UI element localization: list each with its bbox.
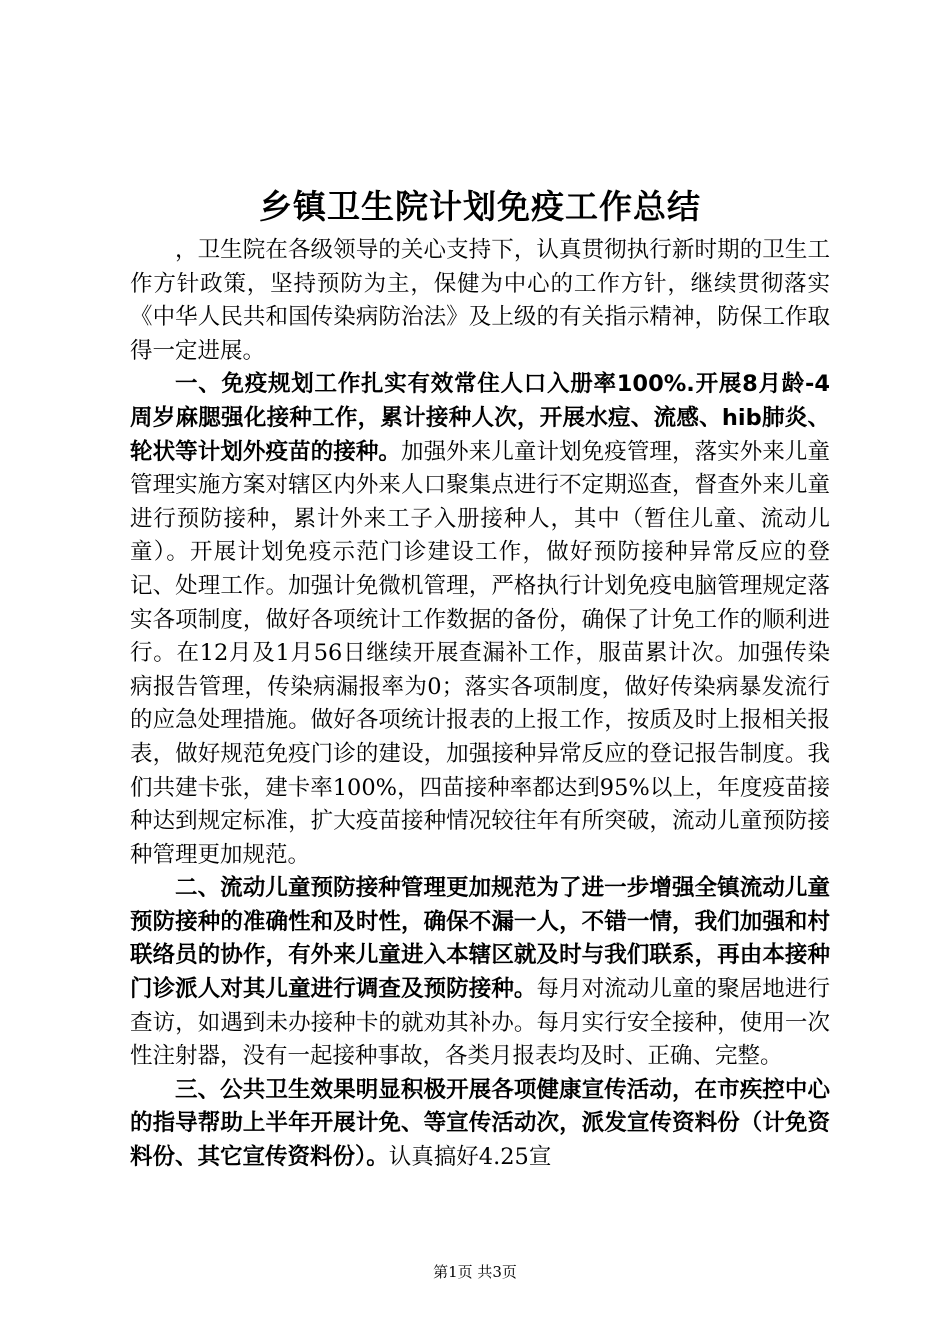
paragraph-section-1	[130, 368, 830, 872]
paragraph-lead: 一、免疫规划工作扎实有效常住人口入册率100%.开展8月龄-4周岁麻腮强化接种工作，累计接种人次，开展水痘、流感、hib肺炎、轮状等计划外疫苗的接种。	[130, 371, 830, 465]
paragraph-text: 每月对流动儿童的聚居地进行查访，如遇到未办接种卡的就劝其补办。每月实行安全接种，使用一次性注射器，没有一起接种事故，各类月报表均及时、正确、完整。	[130, 976, 830, 1070]
paragraph-intro	[130, 234, 830, 368]
document-page	[130, 180, 830, 1175]
paragraph-section-3	[130, 1074, 830, 1175]
paragraph-lead: 三、公共卫生效果明显积极开展各项健康宣传活动，在市疾控中心的指导帮助上半年开展计免、等宣传活动次，派发宣传资料份（计免资料份、其它宣传资料份）。	[130, 1076, 830, 1171]
paragraph-text: 认真搞好4.25宣	[388, 1144, 552, 1171]
page-footer: 第1页 共3页	[433, 1263, 517, 1281]
paragraph-lead: 二、流动儿童预防接种管理更加规范为了进一步增强全镇流动儿童预防接种的准确性和及时性，确保不漏一人，不错一情，我们加强和村联络员的协作，有外来儿童进入本辖区就及时与我们联系，再由本接种门诊派人对其儿童进行调查及预防接种。	[130, 875, 830, 1003]
paragraph-text: ，卫生院在各级领导的关心支持下，认真贯彻执行新时期的卫生工作方针政策，坚持预防为主，保健为中心的工作方针，继续贯彻落实《中华人民共和国传染病防治法》及上级的有关指示精神，防保工作取得一定进展。	[130, 237, 830, 364]
paragraph-text: 加强外来儿童计划免疫管理，落实外来儿童管理实施方案对辖区内外来人口聚集点进行不定期巡查，督查外来儿童进行预防接种，累计外来工子入册接种人，其中（暂住儿童、流动儿童）。开展计划免疫示范门诊建设工作，做好预防接种异常反应的登记、处理工作。加强计免微机管理，严格执行计划免疫电脑管理规定落实各项制度，做好各项统计工作数据的备份，确保了计免工作的顺利进行。在12月及1月56日继续开展查漏补工作，服苗累计次。加强传染病报告管理，传染病漏报率为0；落实各项制度，做好传染病暴发流行的应急处理措施。做好各项统计报表的上报工作，按质及时上报相关报表，做好规范免疫门诊的建设，加强接种异常反应的登记报告制度。我们共建卡张，建卡率100%，四苗接种率都达到95%以上，年度疫苗接种达到规定标准，扩大疫苗接种情况较往年有所突破，流动儿童预防接种管理更加规范。	[130, 438, 830, 868]
document-title: 乡镇卫生院计划免疫工作总结	[259, 187, 701, 226]
paragraph-section-2	[130, 872, 830, 1074]
